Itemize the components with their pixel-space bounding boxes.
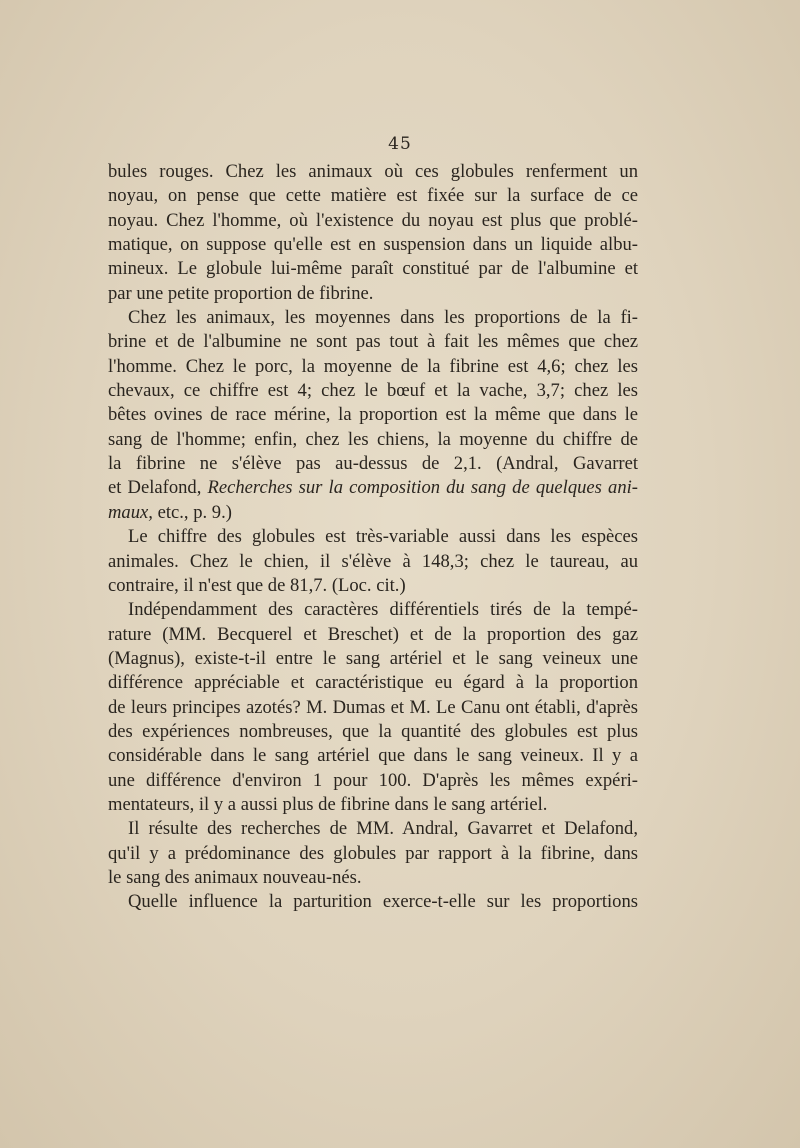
text-line (108, 720, 638, 744)
text-line-tail: etc., p. 9.) (152, 501, 232, 523)
text-line (108, 574, 638, 598)
text-line-content: l'homme. Chez le porc, la moyenne de la fibrine est 4,6; chez les (108, 355, 638, 377)
text-line-content: mineux. Le globule lui-même paraît constitué par de l'albumine et (108, 258, 638, 280)
text-line-content: Quelle influence la parturition exerce-t-elle sur les proportions (128, 891, 638, 913)
text-line (108, 282, 638, 306)
body-text (108, 160, 638, 915)
text-line (108, 744, 638, 768)
text-line-content: Le chiffre des globules est très-variable aussi dans les espèces (128, 526, 638, 548)
text-line (108, 671, 638, 695)
text-line-content: rature (MM. Becquerel et Breschet) et de la proportion des gaz (108, 623, 638, 645)
text-line-content: des expériences nombreuses, que la quantité des globules est plus (108, 720, 638, 742)
text-line (108, 550, 638, 574)
italic-title: Recherches sur la composition du sang de quelques ani- (207, 477, 638, 499)
text-line-content: chevaux, ce chiffre est 4; chez le bœuf et la vache, 3,7; chez les (108, 380, 638, 402)
text-line-content: noyau, on pense que cette matière est fixée sur la surface de ce (108, 185, 638, 207)
text-line-content: par une petite proportion de fibrine. (108, 282, 374, 304)
text-line (108, 428, 638, 452)
text-line (108, 403, 638, 427)
text-line (108, 598, 638, 622)
text-line-content: matique, on suppose qu'elle est en suspension dans un liquide albu- (108, 234, 638, 256)
text-line (108, 355, 638, 379)
text-line (108, 623, 638, 647)
text-line-content: qu'il y a prédominance des globules par rapport à la fibrine, dans (108, 842, 638, 864)
text-line-content: sang de l'homme; enfin, chez les chiens, la moyenne du chiffre de (108, 428, 638, 450)
text-line (108, 866, 638, 890)
text-line-content: brine et de l'albumine ne sont pas tout à fait les mêmes que chez (108, 331, 638, 353)
text-line (108, 696, 638, 720)
text-line (108, 306, 638, 330)
italic-title: maux, (108, 501, 153, 523)
text-line (108, 233, 638, 257)
text-line-content: de leurs principes azotés? M. Dumas et M. Le Canu ont établi, d'après (108, 696, 638, 718)
text-line-content: noyau. Chez l'homme, où l'existence du noyau est plus que problé- (108, 209, 638, 231)
text-line (108, 793, 638, 817)
text-line-content: Indépendamment des caractères différentiels tirés de la tempé- (128, 599, 638, 621)
text-line-content: Il résulte des recherches de MM. Andral, Gavarret et Delafond, (128, 818, 638, 840)
text-line-content: une différence d'environ 1 pour 100. D'après les mêmes expéri- (108, 769, 638, 791)
text-line-content: animales. Chez le chien, il s'élève à 148,3; chez le taureau, au (108, 550, 638, 572)
text-line-content: contraire, il n'est que de 81,7. (Loc. cit.) (108, 574, 406, 596)
text-line-content: la fibrine ne s'élève pas au-dessus de 2,1. (Andral, Gavarret (108, 453, 638, 475)
text-line (108, 769, 638, 793)
text-line (108, 330, 638, 354)
text-line (108, 209, 638, 233)
text-line (108, 476, 638, 500)
text-line-content: différence appréciable et caractéristique eu égard à la proportion (108, 672, 638, 694)
text-line (108, 817, 638, 841)
text-line (108, 890, 638, 914)
text-line (108, 525, 638, 549)
text-line (108, 647, 638, 671)
text-line (108, 257, 638, 281)
text-line (108, 379, 638, 403)
text-line (108, 501, 638, 525)
text-line-content: et Delafond, (108, 477, 208, 499)
text-line-content: bêtes ovines de race mérine, la proportion est la même que dans le (108, 404, 638, 426)
text-line-content: mentateurs, il y a aussi plus de fibrine dans le sang artériel. (108, 793, 548, 815)
text-line-content: Chez les animaux, les moyennes dans les proportions de la fi- (128, 307, 638, 329)
page-number: 45 (388, 134, 412, 154)
text-line (108, 184, 638, 208)
text-line-content: considérable dans le sang artériel que dans le sang veineux. Il y a (108, 745, 638, 767)
text-line-content: le sang des animaux nouveau-nés. (108, 866, 362, 888)
text-line-content: bules rouges. Chez les animaux où ces globules renferment un (108, 161, 638, 182)
text-line-content: (Magnus), existe-t-il entre le sang artériel et le sang veineux une (108, 647, 638, 669)
text-line (108, 452, 638, 476)
text-line (108, 842, 638, 866)
text-line (108, 160, 638, 184)
